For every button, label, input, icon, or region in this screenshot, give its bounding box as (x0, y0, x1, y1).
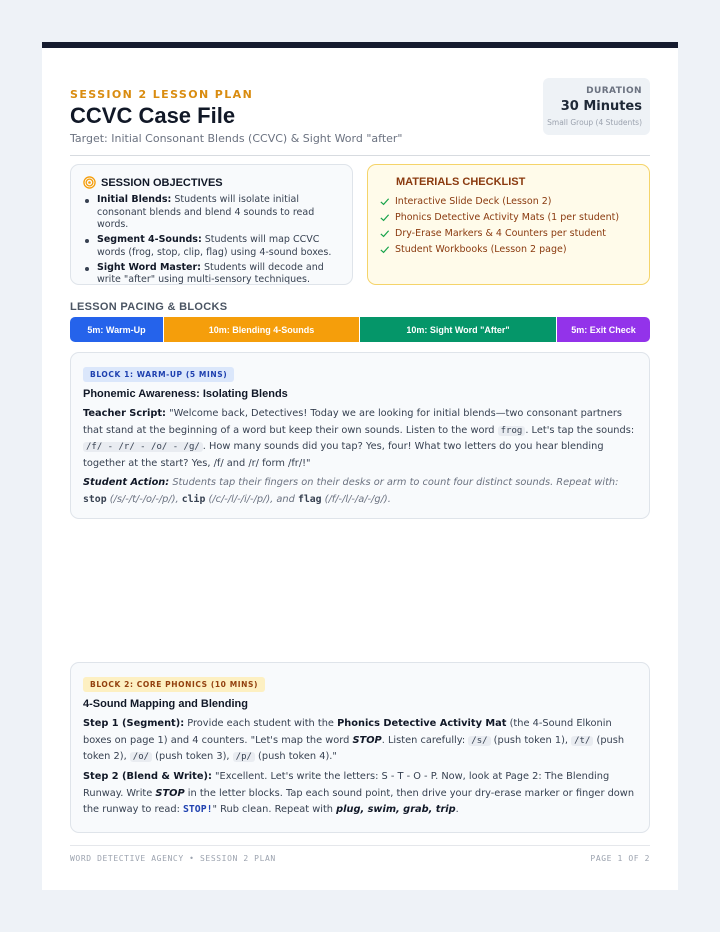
objectives-heading (83, 176, 223, 189)
student-action (83, 475, 639, 508)
step-2-label: Step 2 (Blend & Write): (83, 771, 212, 782)
footer-page-number: PAGE 1 OF 2 (590, 854, 650, 863)
check-icon (379, 196, 390, 207)
sound-code: /o/ (130, 752, 152, 762)
material-item (379, 241, 619, 257)
step-text: . (455, 804, 459, 815)
step-1 (83, 716, 639, 766)
step-text: " Rub clean. Repeat with (212, 804, 337, 815)
student-action-label: Student Action: (83, 477, 170, 488)
duration-value: 30 Minutes (560, 99, 642, 114)
block-2-badge: BLOCK 2: CORE PHONICS (10 MINS) (83, 677, 265, 692)
material-item (379, 193, 619, 209)
check-icon (379, 244, 390, 255)
step-text: . Listen carefully: (381, 734, 469, 746)
objectives-title: SESSION OBJECTIVES (101, 176, 223, 189)
check-icon (379, 228, 390, 239)
teacher-script (83, 406, 639, 472)
map-word: STOP (352, 734, 382, 746)
step-text: (push token 4)." (254, 751, 337, 762)
block-1-card (70, 352, 650, 519)
objective-item (83, 262, 345, 287)
block-1-badge: BLOCK 1: WARM-UP (5 MINS) (83, 367, 234, 382)
material-label: Phonics Detective Activity Mats (1 per student) (395, 211, 620, 223)
page-title: CCVC Case File (70, 103, 236, 128)
script-text: . Let's tap the sounds: (525, 424, 635, 436)
step-text: "Excellent. Let's write the letters: S - T - O - P. Now, look at Page 2: The Blending Runway. Write (83, 771, 610, 799)
pacing-segment-exit-check: 5m: Exit Check (557, 317, 650, 342)
step-text: in the letter blocks. Tap each sound point, then drive your dry-erase marker or finger down the runway to read: (83, 787, 635, 815)
duration-group: Small Group (4 Students) (547, 118, 642, 127)
objective-text: Students will decode and write "after" using multi-sensory techniques. (97, 261, 324, 285)
step-text: Provide each student with the (184, 718, 338, 729)
read-word: STOP! (183, 804, 213, 815)
pacing-segment-warm-up: 5m: Warm-Up (70, 317, 164, 342)
materials-card (367, 164, 650, 285)
action-word: clip (181, 493, 206, 505)
objective-lead: Sight Word Master: (97, 261, 201, 273)
objectives-card (70, 164, 353, 285)
material-label: Student Workbooks (Lesson 2 page) (395, 243, 567, 255)
material-item (379, 225, 619, 241)
duration-card (543, 78, 650, 135)
footer-divider (70, 845, 650, 846)
header-divider (70, 155, 650, 156)
objective-item (83, 234, 345, 259)
sound-code: /t/ (571, 736, 593, 746)
teacher-script-label: Teacher Script: (83, 408, 166, 419)
materials-title: MATERIALS CHECKLIST (396, 176, 526, 188)
action-word: stop (83, 493, 107, 505)
pacing-bar (70, 317, 650, 342)
script-text: "Welcome back, Detectives! Today we are looking for initial blends—two consonant partners that stand at the beginning of a word but keep their own sounds. Listen to the word (83, 408, 623, 436)
check-icon (379, 212, 390, 223)
material-item (379, 209, 619, 225)
script-text: . How many sounds did you tap? Yes, four! What two letters do you hear blending together at the start? Yes, /f/ and /r/ form /fr/!" (83, 441, 604, 469)
materials-list (379, 193, 619, 257)
action-text: (/c/-/l/-/i/-/p/), and (205, 493, 298, 505)
material-label: Dry-Erase Markers & 4 Counters per student (395, 227, 606, 239)
pacing-heading: LESSON PACING & BLOCKS (70, 301, 228, 313)
footer-agency: WORD DETECTIVE AGENCY • SESSION 2 PLAN (70, 854, 276, 863)
pacing-segment-blending: 10m: Blending 4-Sounds (164, 317, 360, 342)
action-text: Students tap their fingers on their desks or arm to count four distinct sounds. Repeat with: (169, 477, 619, 488)
step-text: (push token 3), (152, 751, 233, 762)
material-label: Interactive Slide Deck (Lesson 2) (395, 195, 552, 207)
action-text: (/s/-/t/-/o/-/p/), (106, 493, 182, 505)
sound-code: /s/ (468, 736, 490, 746)
action-text: (/f/-/l/-/a/-/g/). (321, 493, 391, 505)
target-subtitle: Target: Initial Consonant Blends (CCVC) & Sight Word "after" (70, 132, 403, 145)
block-2-title: 4-Sound Mapping and Blending (83, 698, 248, 710)
duration-label: DURATION (586, 86, 642, 96)
action-word: flag (297, 493, 322, 505)
write-word: STOP (155, 787, 185, 799)
sounds-code: /f/ - /r/ - /o/ - /g/ (83, 442, 203, 452)
word-code: frog (498, 426, 526, 436)
repeat-words: plug, swim, grab, trip (336, 804, 456, 815)
objective-text: Students will map CCVC words (frog, stop, clip, flag) using 4-sound boxes. (97, 234, 332, 258)
step-1-label: Step 1 (Segment): (83, 718, 185, 729)
step-text: (push token 1), (490, 734, 572, 746)
sound-code: /p/ (233, 752, 255, 762)
objectives-list (83, 194, 345, 289)
objective-item (83, 194, 345, 232)
objective-lead: Segment 4-Sounds: (97, 234, 202, 245)
target-icon (83, 176, 96, 189)
session-eyebrow: SESSION 2 LESSON PLAN (70, 88, 254, 101)
pacing-segment-sight-word: 10m: Sight Word "After" (360, 317, 557, 342)
step-text: (push token 2), (83, 734, 625, 762)
lesson-plan-page (42, 42, 678, 890)
block-1-title: Phonemic Awareness: Isolating Blends (83, 388, 288, 400)
step-2 (83, 769, 639, 819)
block-2-card (70, 662, 650, 833)
mat-name: Phonics Detective Activity Mat (337, 718, 507, 729)
objective-text: Students will isolate initial consonant blends and blend 4 sounds to read words. (97, 194, 315, 230)
objective-lead: Initial Blends: (97, 194, 172, 205)
step-text: (the 4-Sound Elkonin boxes on page 1) and 4 counters. "Let's map the word (83, 718, 612, 746)
